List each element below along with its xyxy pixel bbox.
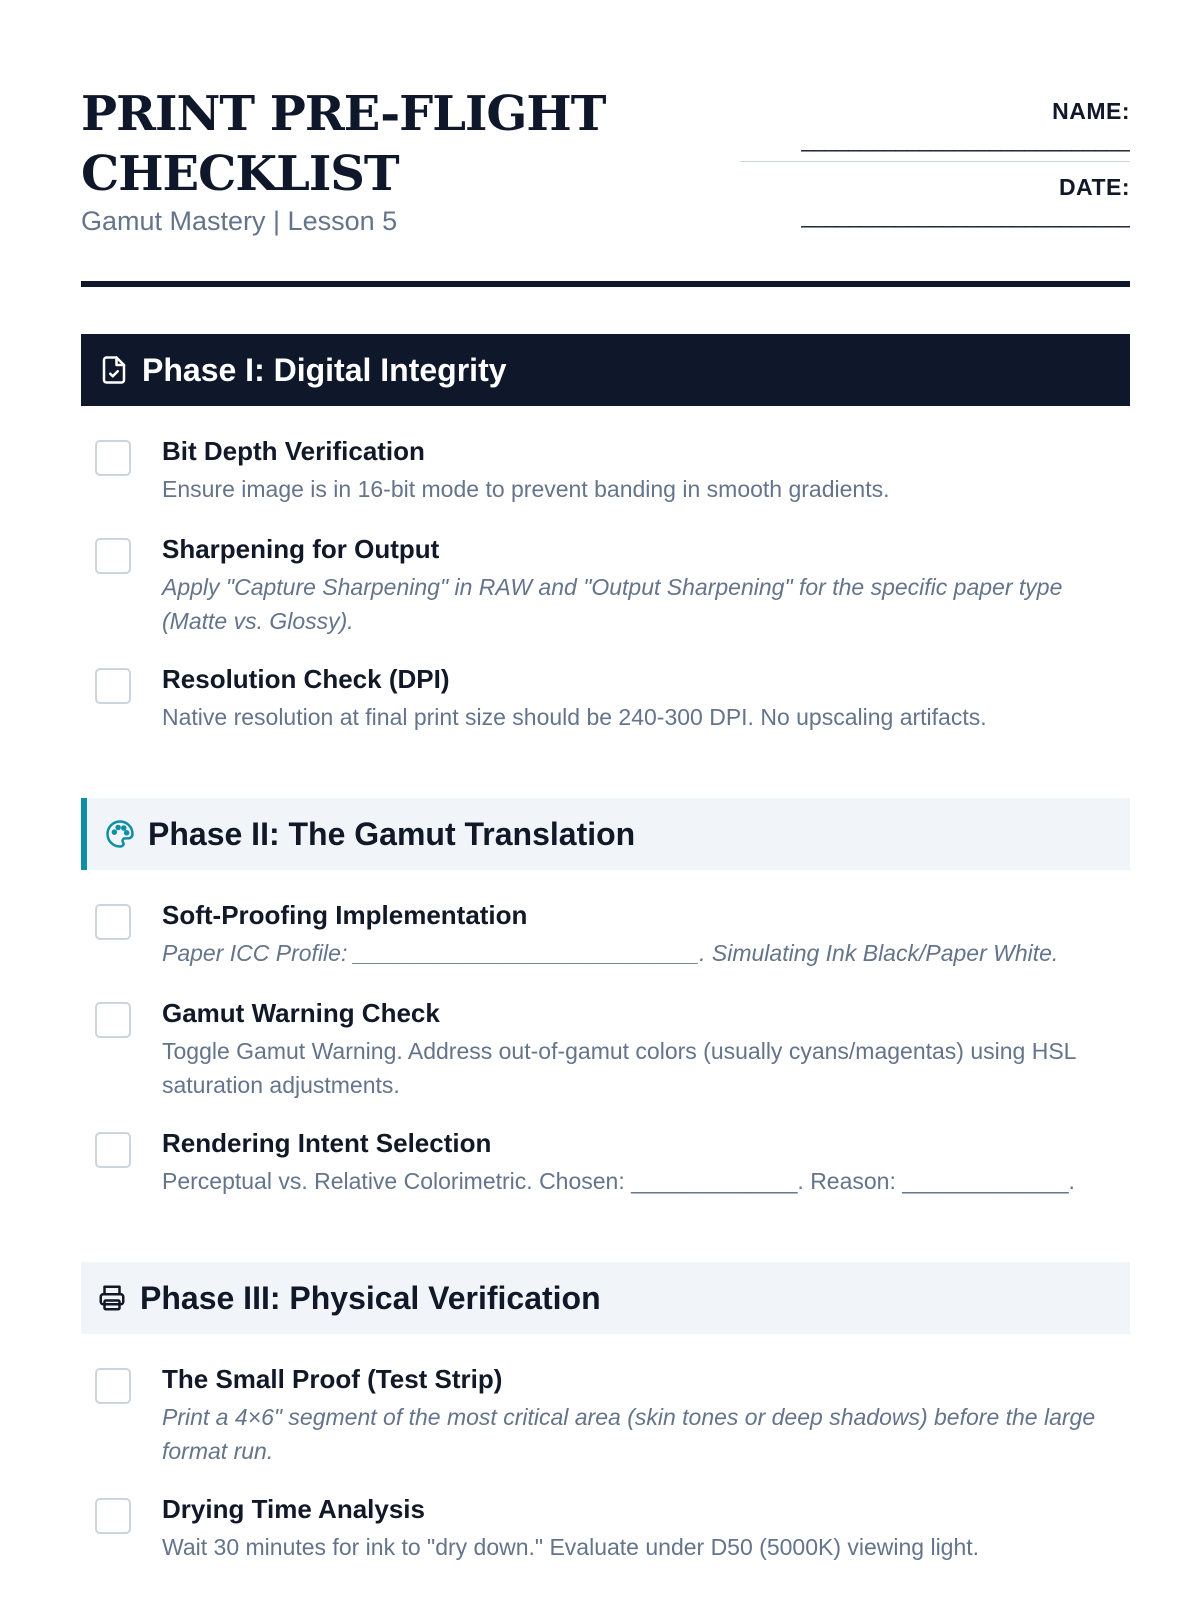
- phase-1-title: Phase I: Digital Integrity: [142, 351, 507, 388]
- checkbox[interactable]: [95, 1498, 131, 1534]
- item-title: Sharpening for Output: [162, 534, 440, 564]
- page-title: PRINT PRE-FLIGHT CHECKLIST: [81, 86, 606, 202]
- palette-icon: [103, 817, 137, 851]
- worksheet-header: [81, 0, 1130, 288]
- item-description: Paper ICC Profile: ___________________________. Simulating Ink Black/Paper White.: [162, 940, 1059, 966]
- file-check-icon: [97, 353, 131, 387]
- phase-3-title: Phase III: Physical Verification: [140, 1279, 601, 1316]
- header-rule: [81, 281, 1130, 287]
- item-title: Gamut Warning Check: [162, 998, 440, 1028]
- item-description: Wait 30 minutes for ink to "dry down." Evaluate under D50 (5000K) viewing light.: [162, 1534, 980, 1560]
- phase-1-header: [81, 334, 1130, 406]
- meta-divider: [740, 161, 1130, 162]
- phase-2-title: Phase II: The Gamut Translation: [148, 815, 636, 852]
- checkbox[interactable]: [95, 1368, 131, 1404]
- item-description: Native resolution at final print size should be 240-300 DPI. No upscaling artifacts.: [162, 704, 987, 730]
- checkbox[interactable]: [95, 1002, 131, 1038]
- page-subtitle: Gamut Mastery | Lesson 5: [81, 206, 398, 236]
- checkbox[interactable]: [95, 538, 131, 574]
- item-title: Drying Time Analysis: [162, 1494, 425, 1524]
- meta-fields: [740, 98, 1130, 231]
- item-description: Apply "Capture Sharpening" in RAW and "Output Sharpening" for the specific paper type (Matte vs. Glossy).: [162, 574, 1063, 634]
- item-title: The Small Proof (Test Strip): [162, 1364, 503, 1394]
- item-description: Perceptual vs. Relative Colorimetric. Chosen: _____________. Reason: _____________.: [162, 1168, 1075, 1194]
- item-title: Resolution Check (DPI): [162, 664, 450, 694]
- name-field[interactable]: ____________________________: [801, 127, 1130, 152]
- checkbox[interactable]: [95, 904, 131, 940]
- checkbox[interactable]: [95, 440, 131, 476]
- worksheet-page: [81, 0, 1130, 1560]
- name-label: NAME:: [1052, 98, 1130, 124]
- item-description: Print a 4×6" segment of the most critical area (skin tones or deep shadows) before the large format run.: [162, 1404, 1096, 1464]
- checkbox[interactable]: [95, 668, 131, 704]
- item-title: Soft-Proofing Implementation: [162, 900, 528, 930]
- item-description: Toggle Gamut Warning. Address out-of-gamut colors (usually cyans/magentas) using HSL saturation adjustments.: [162, 1038, 1076, 1098]
- date-field[interactable]: ____________________________: [801, 203, 1130, 228]
- phase-3-header: [81, 1262, 1130, 1334]
- item-description: Ensure image is in 16-bit mode to prevent banding in smooth gradients.: [162, 476, 890, 502]
- item-title: Bit Depth Verification: [162, 436, 425, 466]
- checkbox[interactable]: [95, 1132, 131, 1168]
- date-label: DATE:: [1058, 174, 1130, 200]
- printer-icon: [95, 1281, 129, 1315]
- phase-2-header: [81, 798, 1130, 870]
- item-title: Rendering Intent Selection: [162, 1128, 492, 1158]
